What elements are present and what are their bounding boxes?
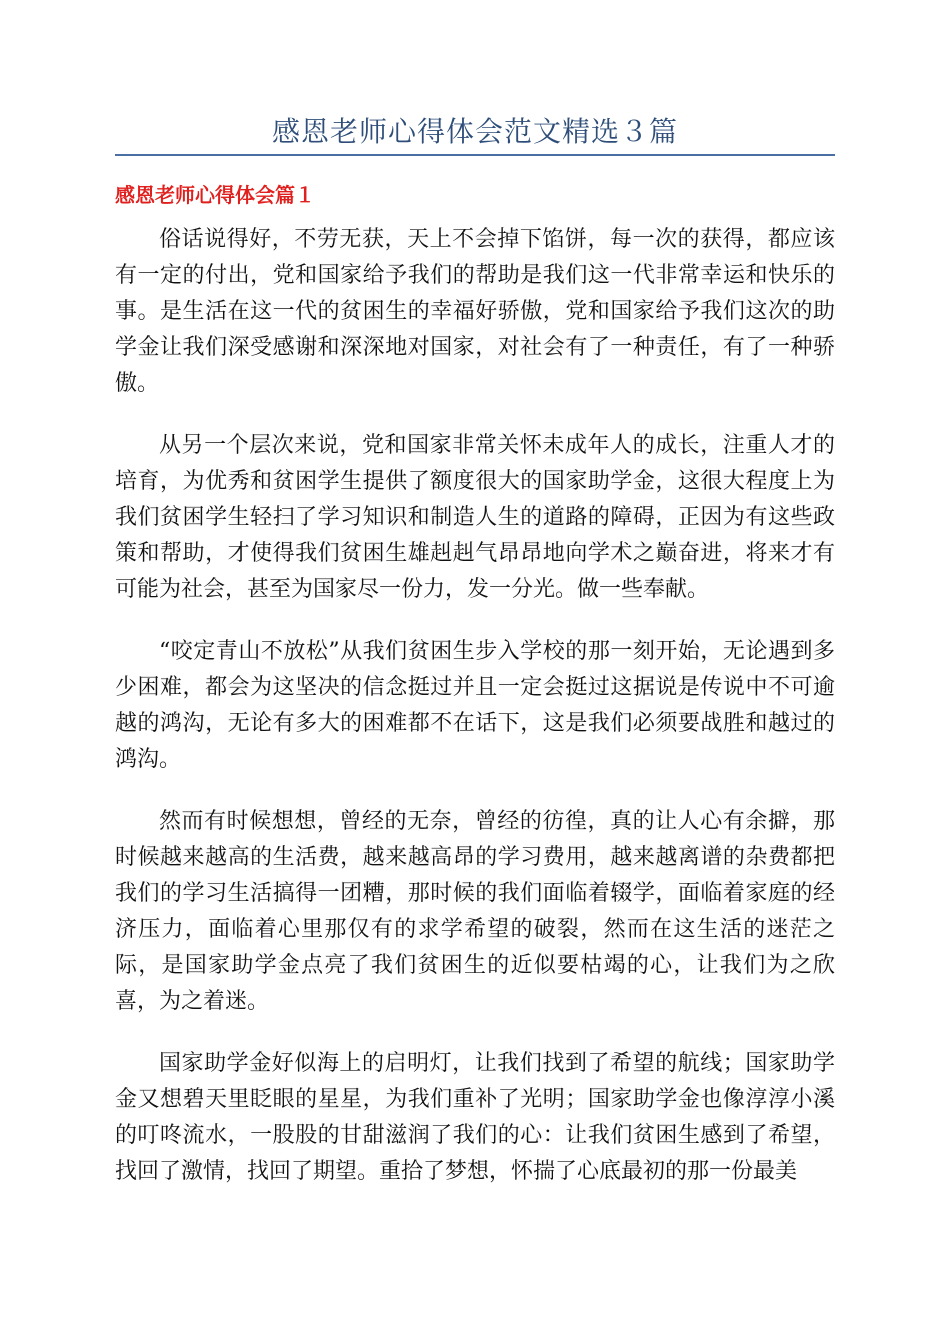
paragraph-2: 从另一个层次来说，党和国家非常关怀未成年人的成长，注重人才的培育，为优秀和贫困学生提供了额度很大的国家助学金，这很大程度上为我们贫困学生轻扫了学习知识和制造人生的道路的障碍，正因为有这些政策和帮助，才使得我们贫困生雄赳赳气昂昂地向学术之巅奋进，将来才有可能为社会，甚至为国家尽一份力，发一分光。做一些奉献。 (115, 433, 835, 602)
section-heading: 感恩老师心得体会篇１ (115, 183, 315, 207)
document-body (115, 222, 835, 1216)
paragraph-5: 国家助学金好似海上的启明灯，让我们找到了希望的航线；国家助学金又想碧天里眨眼的星星，为我们重补了光明；国家助学金也像淳淳小溪的叮咚流水，一股股的甘甜滋润了我们的心：让我们贫困生感到了希望，找回了激情，找回了期望。重拾了梦想，怀揣了心底最初的那一份最美 (115, 1051, 835, 1184)
paragraph-3: “咬定青山不放松”从我们贫困生步入学校的那一刻开始，无论遇到多少困难，都会为这坚决的信念挺过并且一定会挺过这据说是传说中不可逾越的鸿沟，无论有多大的困难都不在话下，这是我们必须要战胜和越过的鸿沟。 (115, 639, 835, 772)
document-title: 感恩老师心得体会范文精选３篇 (271, 115, 678, 148)
paragraph-1: 俗话说得好，不劳无获，天上不会掉下馅饼，每一次的获得，都应该有一定的付出，党和国家给予我们的帮助是我们这一代非常幸运和快乐的事。是生活在这一代的贫困生的幸福好骄傲，党和国家给予我们这次的助学金让我们深受感谢和深深地对国家，对社会有了一种责任，有了一种骄傲。 (115, 227, 835, 396)
title-underline-rule (115, 154, 835, 156)
paragraph-4: 然而有时候想想，曾经的无奈，曾经的彷徨，真的让人心有余擗，那时候越来越高的生活费，越来越高昂的学习费用，越来越离谱的杂费都把我们的学习生活搞得一团糟，那时候的我们面临着辍学，面临着家庭的经济压力，面临着心里那仅有的求学希望的破裂，然而在这生活的迷茫之际，是国家助学金点亮了我们贫困生的近似要枯竭的心，让我们为之欣喜，为之着迷。 (115, 809, 835, 1014)
